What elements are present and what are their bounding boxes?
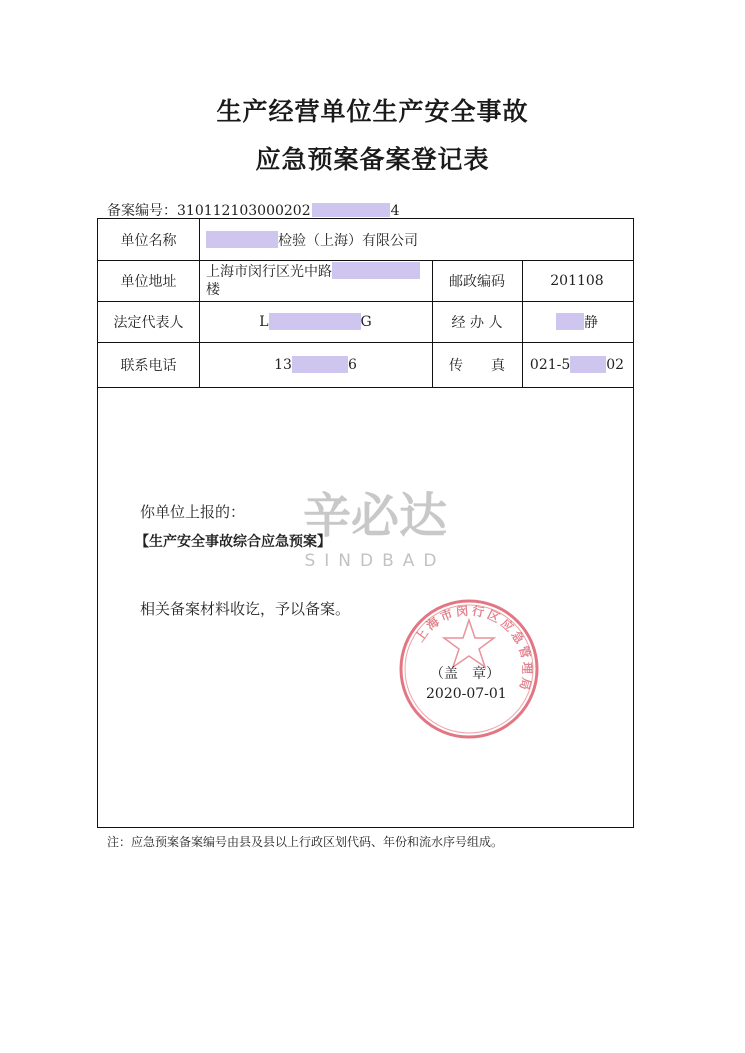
unit-name-label: 单位名称 [120,232,177,249]
seal-ring-text: 上海市闵行区应急管理局 [412,603,535,695]
page-subtitle: 应急预案备案登记表 [255,145,490,174]
handler-end: 静 [584,314,598,331]
unit-name-value [206,219,626,260]
phone-end: 6 [347,356,357,373]
legal-rep-label: 法定代表人 [113,314,184,331]
filing-number-prefix: 310112103000202 [177,203,311,219]
handler-label: 经 办 人 [451,314,503,331]
fax-label: 传 真 [449,357,505,374]
redaction-block [570,356,606,373]
address-value [206,262,431,300]
phone-value [199,342,432,387]
redaction-block [556,313,584,330]
fax-value [522,342,632,387]
handler-value [522,301,632,342]
footnote: 注：应急预案备案编号由县及县以上行政区划代码、年份和流水序号组成。 [107,835,504,849]
sindbad-watermark [275,480,475,575]
address-label: 单位地址 [120,273,177,290]
watermark-text: 辛必达 [302,488,448,544]
legal-rep-start: L [259,313,269,330]
redaction-block [332,262,420,279]
approval-date: 2020-07-01 [426,686,507,702]
phone-label: 联系电话 [120,357,177,374]
star-icon [444,620,494,667]
legal-rep-end: G [360,313,372,330]
phone-start: 13 [274,356,292,373]
legal-rep-value [199,301,432,342]
redaction-block [292,356,348,373]
seal-label: （盖 章） [430,666,500,682]
redaction-block [269,313,361,330]
body-line3: 相关备案材料收讫，予以备案。 [140,600,351,618]
address-line1: 上海市闵行区光中路 [206,264,332,280]
unit-name-text: 检验（上海）有限公司 [278,232,418,249]
registration-table [97,218,634,388]
filing-number [107,200,400,220]
filing-number-label: 备案编号： [107,203,177,219]
watermark-subtext: SINDBAD [304,551,446,571]
page-title: 生产经营单位生产安全事故 [216,97,529,126]
redaction-block [206,231,278,248]
postcode-label: 邮政编码 [449,273,505,290]
body-line1: 你单位上报的： [140,503,246,521]
filing-number-suffix: 4 [390,203,400,219]
fax-start: 021-5 [529,356,571,373]
plan-name: 【生产安全事故综合应急预案】 [135,534,331,550]
address-line2: 楼 [206,282,220,298]
redaction-block [312,203,390,217]
postcode-value: 201108 [550,272,604,289]
fax-end: 02 [606,356,625,373]
